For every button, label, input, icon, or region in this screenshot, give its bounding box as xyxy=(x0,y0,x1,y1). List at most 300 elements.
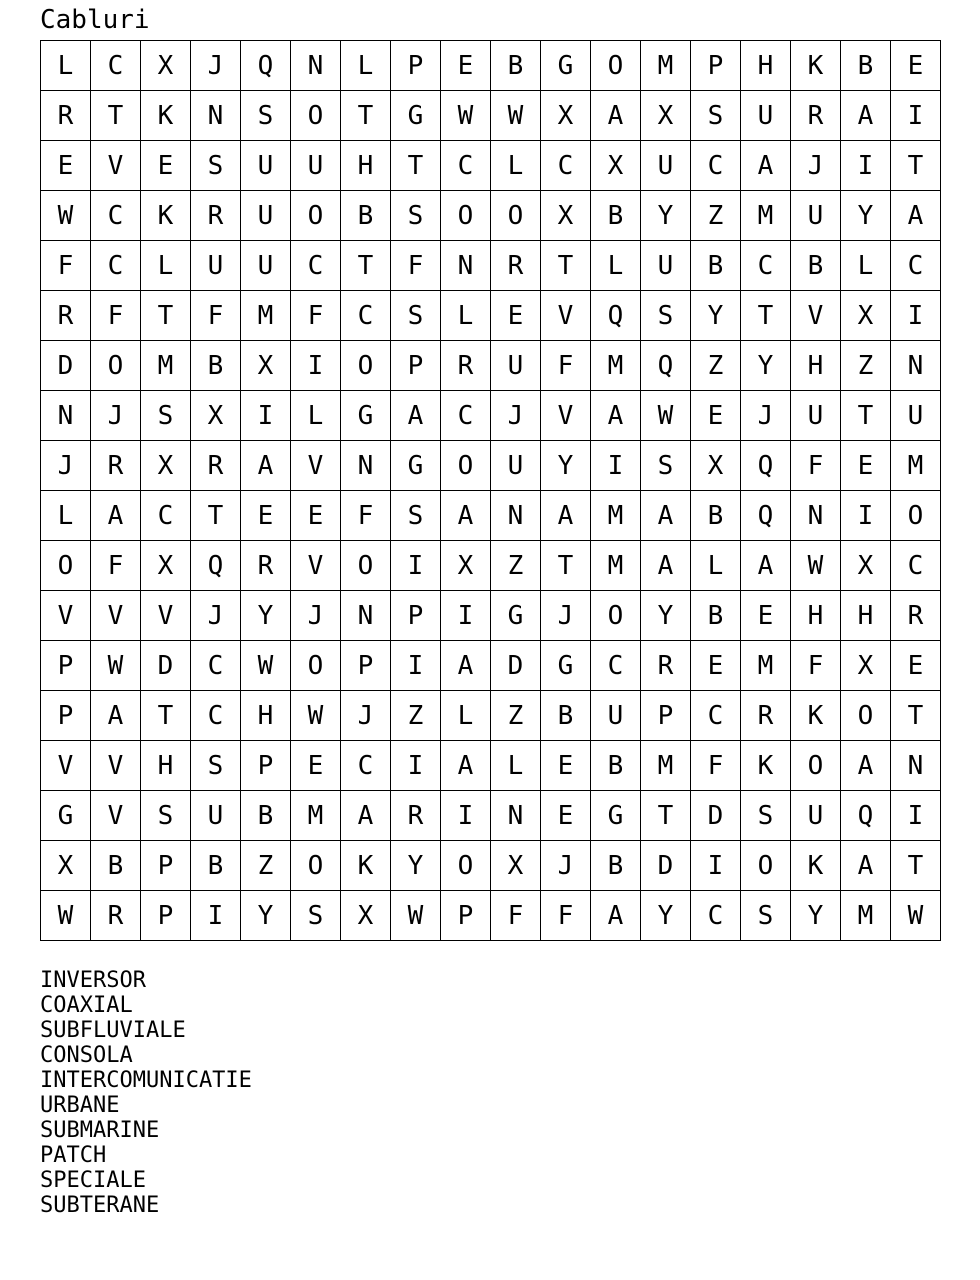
grid-cell[interactable]: U xyxy=(591,691,641,741)
grid-cell[interactable]: G xyxy=(541,641,591,691)
grid-cell[interactable]: C xyxy=(441,141,491,191)
grid-cell[interactable]: S xyxy=(741,891,791,941)
grid-cell[interactable]: E xyxy=(541,791,591,841)
grid-cell[interactable]: K xyxy=(741,741,791,791)
grid-cell[interactable]: S xyxy=(141,791,191,841)
grid-cell[interactable]: X xyxy=(841,641,891,691)
grid-cell[interactable]: R xyxy=(91,441,141,491)
grid-cell[interactable]: O xyxy=(341,541,391,591)
grid-cell[interactable]: A xyxy=(91,691,141,741)
grid-cell[interactable]: C xyxy=(691,141,741,191)
grid-cell[interactable]: A xyxy=(391,391,441,441)
grid-cell[interactable]: N xyxy=(341,591,391,641)
grid-cell[interactable]: Z xyxy=(391,691,441,741)
grid-cell[interactable]: M xyxy=(741,191,791,241)
grid-cell[interactable]: C xyxy=(691,691,741,741)
grid-cell[interactable]: O xyxy=(341,341,391,391)
grid-cell[interactable]: P xyxy=(391,41,441,91)
grid-cell[interactable]: M xyxy=(291,791,341,841)
grid-cell[interactable]: M xyxy=(141,341,191,391)
grid-cell[interactable]: W xyxy=(391,891,441,941)
grid-cell[interactable]: C xyxy=(591,641,641,691)
grid-cell[interactable]: Q xyxy=(591,291,641,341)
grid-cell[interactable]: U xyxy=(491,441,541,491)
grid-cell[interactable]: Y xyxy=(641,191,691,241)
grid-cell[interactable]: X xyxy=(191,391,241,441)
grid-cell[interactable]: J xyxy=(541,841,591,891)
grid-cell[interactable]: F xyxy=(191,291,241,341)
grid-cell[interactable]: X xyxy=(541,91,591,141)
grid-cell[interactable]: B xyxy=(591,741,641,791)
grid-cell[interactable]: E xyxy=(491,291,541,341)
grid-cell[interactable]: N xyxy=(291,41,341,91)
grid-cell[interactable]: G xyxy=(591,791,641,841)
grid-cell[interactable]: R xyxy=(41,91,91,141)
grid-cell[interactable]: H xyxy=(741,41,791,91)
grid-cell[interactable]: M xyxy=(591,491,641,541)
grid-cell[interactable]: N xyxy=(891,341,941,391)
grid-cell[interactable]: G xyxy=(391,441,441,491)
grid-cell[interactable]: C xyxy=(891,541,941,591)
grid-cell[interactable]: J xyxy=(791,141,841,191)
grid-cell[interactable]: W xyxy=(41,891,91,941)
grid-cell[interactable]: Q xyxy=(641,341,691,391)
grid-cell[interactable]: X xyxy=(241,341,291,391)
grid-cell[interactable]: C xyxy=(341,291,391,341)
grid-cell[interactable]: Y xyxy=(741,341,791,391)
grid-cell[interactable]: C xyxy=(541,141,591,191)
grid-cell[interactable]: I xyxy=(241,391,291,441)
grid-cell[interactable]: Z xyxy=(691,191,741,241)
grid-cell[interactable]: O xyxy=(741,841,791,891)
grid-cell[interactable]: R xyxy=(241,541,291,591)
grid-cell[interactable]: A xyxy=(241,441,291,491)
grid-cell[interactable]: X xyxy=(641,91,691,141)
grid-cell[interactable]: M xyxy=(891,441,941,491)
grid-cell[interactable]: A xyxy=(841,741,891,791)
grid-cell[interactable]: B xyxy=(691,241,741,291)
grid-cell[interactable]: U xyxy=(241,191,291,241)
grid-cell[interactable]: E xyxy=(891,641,941,691)
grid-cell[interactable]: G xyxy=(41,791,91,841)
grid-cell[interactable]: P xyxy=(41,691,91,741)
grid-cell[interactable]: E xyxy=(291,491,341,541)
grid-cell[interactable]: W xyxy=(91,641,141,691)
grid-cell[interactable]: J xyxy=(191,41,241,91)
grid-cell[interactable]: O xyxy=(441,841,491,891)
grid-cell[interactable]: D xyxy=(641,841,691,891)
grid-cell[interactable]: E xyxy=(141,141,191,191)
grid-cell[interactable]: P xyxy=(241,741,291,791)
grid-cell[interactable]: I xyxy=(391,541,441,591)
grid-cell[interactable]: A xyxy=(841,91,891,141)
grid-cell[interactable]: M xyxy=(641,741,691,791)
grid-cell[interactable]: K xyxy=(791,41,841,91)
grid-cell[interactable]: T xyxy=(741,291,791,341)
grid-cell[interactable]: U xyxy=(291,141,341,191)
grid-cell[interactable]: T xyxy=(391,141,441,191)
grid-cell[interactable]: C xyxy=(91,41,141,91)
grid-cell[interactable]: Y xyxy=(241,891,291,941)
grid-cell[interactable]: Z xyxy=(841,341,891,391)
grid-cell[interactable]: V xyxy=(91,141,141,191)
grid-cell[interactable]: C xyxy=(191,641,241,691)
grid-cell[interactable]: F xyxy=(41,241,91,291)
grid-cell[interactable]: F xyxy=(691,741,741,791)
grid-cell[interactable]: A xyxy=(591,891,641,941)
grid-cell[interactable]: I xyxy=(291,341,341,391)
grid-cell[interactable]: S xyxy=(741,791,791,841)
grid-cell[interactable]: P xyxy=(441,891,491,941)
grid-cell[interactable]: E xyxy=(741,591,791,641)
grid-cell[interactable]: A xyxy=(841,841,891,891)
grid-cell[interactable]: F xyxy=(91,291,141,341)
grid-cell[interactable]: K xyxy=(791,841,841,891)
grid-cell[interactable]: U xyxy=(491,341,541,391)
grid-cell[interactable]: N xyxy=(491,491,541,541)
grid-cell[interactable]: U xyxy=(791,191,841,241)
grid-cell[interactable]: E xyxy=(41,141,91,191)
grid-cell[interactable]: K xyxy=(791,691,841,741)
grid-cell[interactable]: K xyxy=(141,191,191,241)
grid-cell[interactable]: O xyxy=(91,341,141,391)
grid-cell[interactable]: X xyxy=(441,541,491,591)
grid-cell[interactable]: W xyxy=(641,391,691,441)
grid-cell[interactable]: F xyxy=(291,291,341,341)
grid-cell[interactable]: C xyxy=(141,491,191,541)
grid-cell[interactable]: V xyxy=(41,741,91,791)
grid-cell[interactable]: F xyxy=(91,541,141,591)
grid-cell[interactable]: W xyxy=(441,91,491,141)
grid-cell[interactable]: A xyxy=(741,541,791,591)
grid-cell[interactable]: N xyxy=(191,91,241,141)
grid-cell[interactable]: R xyxy=(191,191,241,241)
grid-cell[interactable]: M xyxy=(741,641,791,691)
grid-cell[interactable]: Q xyxy=(841,791,891,841)
grid-cell[interactable]: O xyxy=(591,41,641,91)
grid-cell[interactable]: R xyxy=(41,291,91,341)
grid-cell[interactable]: A xyxy=(441,741,491,791)
grid-cell[interactable]: E xyxy=(291,741,341,791)
grid-cell[interactable]: U xyxy=(191,791,241,841)
grid-cell[interactable]: X xyxy=(41,841,91,891)
grid-cell[interactable]: R xyxy=(441,341,491,391)
grid-cell[interactable]: L xyxy=(341,41,391,91)
grid-cell[interactable]: N xyxy=(491,791,541,841)
grid-cell[interactable]: Y xyxy=(541,441,591,491)
grid-cell[interactable]: W xyxy=(291,691,341,741)
grid-cell[interactable]: C xyxy=(691,891,741,941)
grid-cell[interactable]: H xyxy=(141,741,191,791)
grid-cell[interactable]: U xyxy=(191,241,241,291)
grid-cell[interactable]: K xyxy=(141,91,191,141)
grid-cell[interactable]: A xyxy=(741,141,791,191)
grid-cell[interactable]: U xyxy=(741,91,791,141)
grid-cell[interactable]: A xyxy=(341,791,391,841)
grid-cell[interactable]: G xyxy=(541,41,591,91)
grid-cell[interactable]: N xyxy=(441,241,491,291)
grid-cell[interactable]: F xyxy=(541,341,591,391)
grid-cell[interactable]: X xyxy=(541,191,591,241)
grid-cell[interactable]: T xyxy=(891,691,941,741)
grid-cell[interactable]: B xyxy=(341,191,391,241)
grid-cell[interactable]: F xyxy=(541,891,591,941)
grid-cell[interactable]: X xyxy=(841,291,891,341)
grid-cell[interactable]: R xyxy=(391,791,441,841)
grid-cell[interactable]: N xyxy=(41,391,91,441)
grid-cell[interactable]: S xyxy=(391,491,441,541)
grid-cell[interactable]: R xyxy=(741,691,791,741)
grid-cell[interactable]: O xyxy=(591,591,641,641)
grid-cell[interactable]: T xyxy=(891,141,941,191)
grid-cell[interactable]: I xyxy=(191,891,241,941)
grid-cell[interactable]: R xyxy=(491,241,541,291)
grid-cell[interactable]: P xyxy=(641,691,691,741)
grid-cell[interactable]: W xyxy=(241,641,291,691)
grid-cell[interactable]: E xyxy=(891,41,941,91)
grid-cell[interactable]: R xyxy=(641,641,691,691)
grid-cell[interactable]: C xyxy=(441,391,491,441)
grid-cell[interactable]: P xyxy=(391,591,441,641)
grid-cell[interactable]: T xyxy=(891,841,941,891)
grid-cell[interactable]: S xyxy=(191,741,241,791)
grid-cell[interactable]: B xyxy=(491,41,541,91)
grid-cell[interactable]: Y xyxy=(691,291,741,341)
grid-cell[interactable]: C xyxy=(191,691,241,741)
grid-cell[interactable]: S xyxy=(391,291,441,341)
grid-cell[interactable]: T xyxy=(341,241,391,291)
grid-cell[interactable]: U xyxy=(641,141,691,191)
grid-cell[interactable]: D xyxy=(491,641,541,691)
grid-cell[interactable]: E xyxy=(691,391,741,441)
grid-cell[interactable]: S xyxy=(641,291,691,341)
grid-cell[interactable]: B xyxy=(791,241,841,291)
grid-cell[interactable]: T xyxy=(641,791,691,841)
grid-cell[interactable]: Y xyxy=(641,891,691,941)
grid-cell[interactable]: M xyxy=(841,891,891,941)
grid-cell[interactable]: J xyxy=(491,391,541,441)
grid-cell[interactable]: A xyxy=(91,491,141,541)
grid-cell[interactable]: W xyxy=(41,191,91,241)
grid-cell[interactable]: A xyxy=(891,191,941,241)
grid-cell[interactable]: B xyxy=(591,191,641,241)
grid-cell[interactable]: M xyxy=(241,291,291,341)
grid-cell[interactable]: L xyxy=(441,291,491,341)
grid-cell[interactable]: C xyxy=(91,191,141,241)
grid-cell[interactable]: L xyxy=(691,541,741,591)
grid-cell[interactable]: Q xyxy=(741,441,791,491)
grid-cell[interactable]: I xyxy=(891,91,941,141)
grid-cell[interactable]: R xyxy=(791,91,841,141)
grid-cell[interactable]: A xyxy=(591,391,641,441)
grid-cell[interactable]: A xyxy=(641,541,691,591)
grid-cell[interactable]: U xyxy=(641,241,691,291)
grid-cell[interactable]: F xyxy=(791,641,841,691)
grid-cell[interactable]: L xyxy=(841,241,891,291)
grid-cell[interactable]: H xyxy=(791,341,841,391)
grid-cell[interactable]: I xyxy=(841,141,891,191)
grid-cell[interactable]: I xyxy=(441,591,491,641)
grid-cell[interactable]: J xyxy=(741,391,791,441)
grid-cell[interactable]: C xyxy=(341,741,391,791)
grid-cell[interactable]: O xyxy=(441,191,491,241)
grid-cell[interactable]: Q xyxy=(241,41,291,91)
grid-cell[interactable]: L xyxy=(491,741,541,791)
grid-cell[interactable]: D xyxy=(691,791,741,841)
letter-grid[interactable] xyxy=(40,40,941,941)
grid-cell[interactable]: X xyxy=(491,841,541,891)
grid-cell[interactable]: V xyxy=(291,541,341,591)
grid-cell[interactable]: X xyxy=(841,541,891,591)
grid-cell[interactable]: C xyxy=(891,241,941,291)
grid-cell[interactable]: C xyxy=(291,241,341,291)
grid-cell[interactable]: Y xyxy=(241,591,291,641)
grid-cell[interactable]: S xyxy=(141,391,191,441)
grid-cell[interactable]: V xyxy=(541,391,591,441)
grid-cell[interactable]: R xyxy=(91,891,141,941)
grid-cell[interactable]: X xyxy=(141,541,191,591)
grid-cell[interactable]: N xyxy=(341,441,391,491)
grid-cell[interactable]: T xyxy=(341,91,391,141)
grid-cell[interactable]: L xyxy=(591,241,641,291)
grid-cell[interactable]: P xyxy=(41,641,91,691)
grid-cell[interactable]: L xyxy=(491,141,541,191)
grid-cell[interactable]: M xyxy=(591,341,641,391)
grid-cell[interactable]: F xyxy=(391,241,441,291)
grid-cell[interactable]: I xyxy=(891,291,941,341)
grid-cell[interactable]: V xyxy=(41,591,91,641)
grid-cell[interactable]: S xyxy=(291,891,341,941)
grid-cell[interactable]: H xyxy=(841,591,891,641)
grid-cell[interactable]: S xyxy=(241,91,291,141)
grid-cell[interactable]: A xyxy=(441,491,491,541)
grid-cell[interactable]: P xyxy=(141,841,191,891)
grid-cell[interactable]: T xyxy=(141,291,191,341)
grid-cell[interactable]: B xyxy=(691,591,741,641)
grid-cell[interactable]: N xyxy=(891,741,941,791)
grid-cell[interactable]: Y xyxy=(391,841,441,891)
grid-cell[interactable]: T xyxy=(541,541,591,591)
grid-cell[interactable]: W xyxy=(791,541,841,591)
grid-cell[interactable]: H xyxy=(241,691,291,741)
grid-cell[interactable]: T xyxy=(541,241,591,291)
grid-cell[interactable]: A xyxy=(641,491,691,541)
grid-cell[interactable]: F xyxy=(341,491,391,541)
grid-cell[interactable]: G xyxy=(341,391,391,441)
grid-cell[interactable]: Y xyxy=(841,191,891,241)
grid-cell[interactable]: S xyxy=(691,91,741,141)
grid-cell[interactable]: B xyxy=(591,841,641,891)
grid-cell[interactable]: P xyxy=(141,891,191,941)
grid-cell[interactable]: V xyxy=(91,591,141,641)
grid-cell[interactable]: B xyxy=(241,791,291,841)
grid-cell[interactable]: X xyxy=(691,441,741,491)
grid-cell[interactable]: V xyxy=(141,591,191,641)
grid-cell[interactable]: J xyxy=(191,591,241,641)
grid-cell[interactable]: P xyxy=(691,41,741,91)
grid-cell[interactable]: U xyxy=(891,391,941,441)
grid-cell[interactable]: C xyxy=(91,241,141,291)
grid-cell[interactable]: O xyxy=(841,691,891,741)
grid-cell[interactable]: O xyxy=(291,841,341,891)
grid-cell[interactable]: V xyxy=(541,291,591,341)
grid-cell[interactable]: L xyxy=(141,241,191,291)
grid-cell[interactable]: F xyxy=(491,891,541,941)
grid-cell[interactable]: Z xyxy=(241,841,291,891)
grid-cell[interactable]: O xyxy=(41,541,91,591)
grid-cell[interactable]: I xyxy=(891,791,941,841)
grid-cell[interactable]: T xyxy=(191,491,241,541)
grid-cell[interactable]: W xyxy=(491,91,541,141)
grid-cell[interactable]: M xyxy=(641,41,691,91)
grid-cell[interactable]: A xyxy=(441,641,491,691)
grid-cell[interactable]: U xyxy=(241,141,291,191)
grid-cell[interactable]: O xyxy=(891,491,941,541)
grid-cell[interactable]: L xyxy=(41,491,91,541)
grid-cell[interactable]: H xyxy=(791,591,841,641)
grid-cell[interactable]: W xyxy=(891,891,941,941)
grid-cell[interactable]: V xyxy=(791,291,841,341)
grid-cell[interactable]: D xyxy=(41,341,91,391)
grid-cell[interactable]: L xyxy=(441,691,491,741)
grid-cell[interactable]: Y xyxy=(791,891,841,941)
grid-cell[interactable]: I xyxy=(391,741,441,791)
grid-cell[interactable]: Y xyxy=(641,591,691,641)
grid-cell[interactable]: J xyxy=(91,391,141,441)
grid-cell[interactable]: U xyxy=(791,391,841,441)
grid-cell[interactable]: I xyxy=(441,791,491,841)
grid-cell[interactable]: V xyxy=(91,741,141,791)
grid-cell[interactable]: F xyxy=(791,441,841,491)
grid-cell[interactable]: H xyxy=(341,141,391,191)
grid-cell[interactable]: V xyxy=(291,441,341,491)
grid-cell[interactable]: O xyxy=(491,191,541,241)
grid-cell[interactable]: Q xyxy=(741,491,791,541)
grid-cell[interactable]: P xyxy=(341,641,391,691)
grid-cell[interactable]: I xyxy=(691,841,741,891)
grid-cell[interactable]: T xyxy=(841,391,891,441)
grid-cell[interactable]: Z xyxy=(691,341,741,391)
grid-cell[interactable]: O xyxy=(441,441,491,491)
grid-cell[interactable]: I xyxy=(591,441,641,491)
grid-cell[interactable]: B xyxy=(91,841,141,891)
grid-cell[interactable]: D xyxy=(141,641,191,691)
grid-cell[interactable]: P xyxy=(391,341,441,391)
grid-cell[interactable]: E xyxy=(841,441,891,491)
grid-cell[interactable]: Q xyxy=(191,541,241,591)
grid-cell[interactable]: S xyxy=(191,141,241,191)
grid-cell[interactable]: N xyxy=(791,491,841,541)
grid-cell[interactable]: T xyxy=(91,91,141,141)
grid-cell[interactable]: L xyxy=(41,41,91,91)
grid-cell[interactable]: K xyxy=(341,841,391,891)
grid-cell[interactable]: X xyxy=(341,891,391,941)
grid-cell[interactable]: B xyxy=(691,491,741,541)
grid-cell[interactable]: U xyxy=(791,791,841,841)
grid-cell[interactable]: X xyxy=(141,41,191,91)
grid-cell[interactable]: U xyxy=(241,241,291,291)
grid-cell[interactable]: C xyxy=(741,241,791,291)
grid-cell[interactable]: I xyxy=(841,491,891,541)
grid-cell[interactable]: J xyxy=(541,591,591,641)
grid-cell[interactable]: A xyxy=(591,91,641,141)
grid-cell[interactable]: O xyxy=(291,191,341,241)
grid-cell[interactable]: B xyxy=(541,691,591,741)
grid-cell[interactable]: T xyxy=(141,691,191,741)
grid-cell[interactable]: Z xyxy=(491,541,541,591)
grid-cell[interactable]: M xyxy=(591,541,641,591)
grid-cell[interactable]: X xyxy=(141,441,191,491)
